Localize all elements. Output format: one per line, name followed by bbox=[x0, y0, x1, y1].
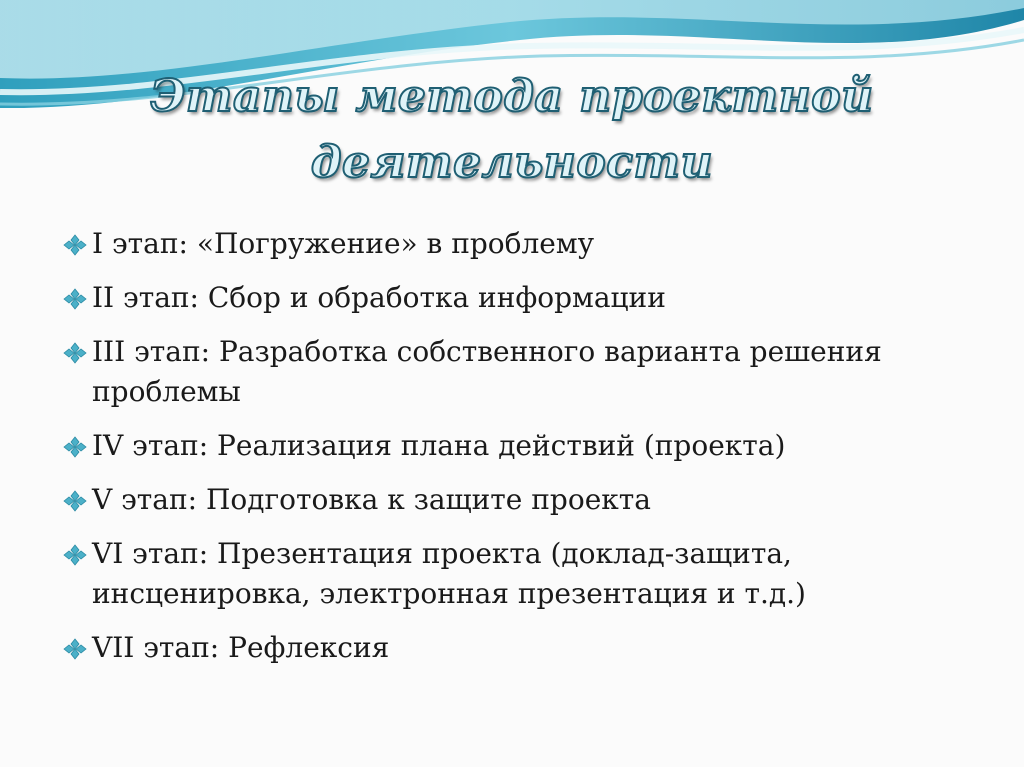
list-item-text: I этап: «Погружение» в проблему bbox=[92, 227, 595, 260]
list-item-text: VII этап: Рефлексия bbox=[92, 631, 390, 664]
list-item bbox=[62, 278, 962, 318]
list-item bbox=[62, 224, 962, 264]
slide-title bbox=[0, 64, 1024, 196]
diamond-bullet-icon bbox=[62, 436, 88, 458]
list-item-text: V этап: Подготовка к защите проекта bbox=[92, 483, 651, 516]
list-item-text: VI этап: Презентация проекта (доклад-защита, инсценировка, электронная презентация и т.д.) bbox=[92, 537, 806, 610]
diamond-bullet-icon bbox=[62, 342, 88, 364]
diamond-bullet-icon bbox=[62, 234, 88, 256]
list-item bbox=[62, 426, 962, 466]
diamond-bullet-icon bbox=[62, 490, 88, 512]
list-item bbox=[62, 534, 962, 614]
diamond-bullet-icon bbox=[62, 638, 88, 660]
list-item bbox=[62, 628, 962, 668]
list-item bbox=[62, 332, 962, 412]
slide-title-line-1: Этапы метода проектной bbox=[150, 71, 874, 122]
diamond-bullet-icon bbox=[62, 288, 88, 310]
list-item-text: IV этап: Реализация плана действий (проекта) bbox=[92, 429, 786, 462]
diamond-bullet-icon bbox=[62, 544, 88, 566]
list-item-text: III этап: Разработка собственного варианта решения проблемы bbox=[92, 335, 882, 408]
list-item bbox=[62, 480, 962, 520]
stages-list bbox=[62, 224, 962, 682]
slide-title-line-2: деятельности bbox=[310, 137, 714, 188]
list-item-text: II этап: Сбор и обработка информации bbox=[92, 281, 666, 314]
